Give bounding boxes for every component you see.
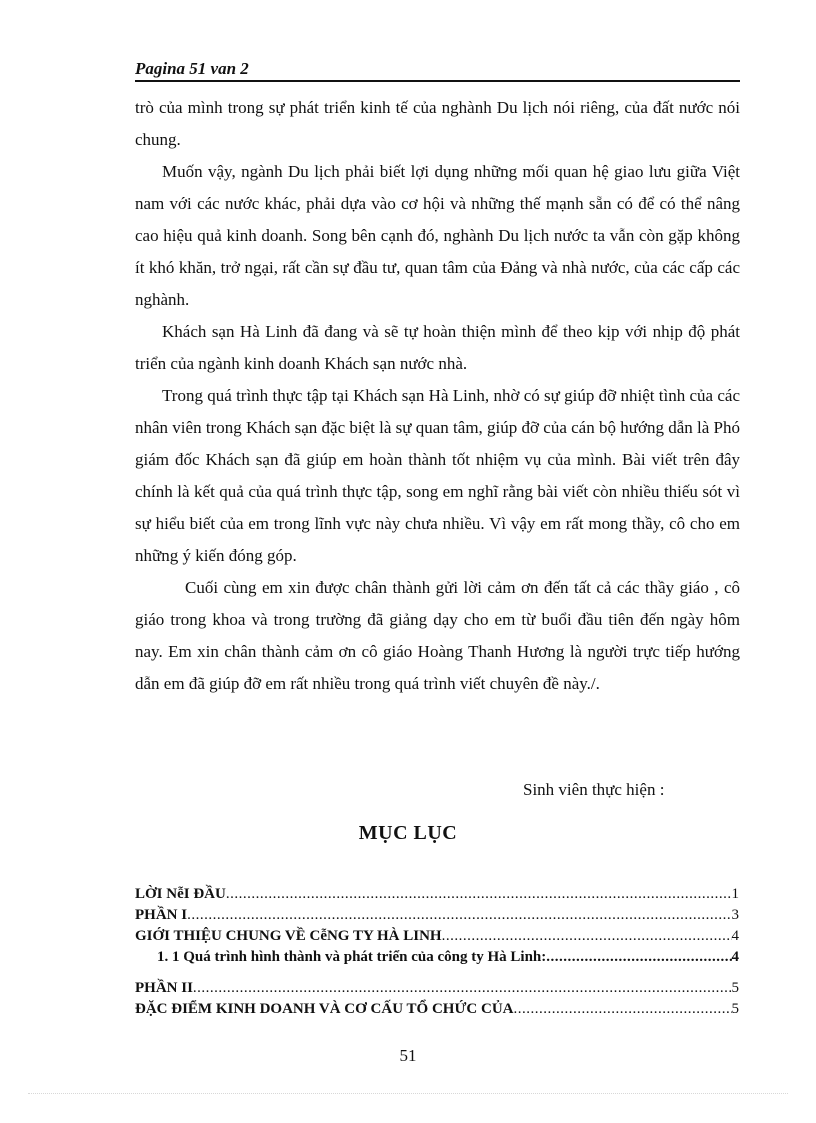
toc-entry-page: 5 [731,980,739,996]
toc-entry-page: 4 [731,928,739,944]
toc-dot-leader [187,905,731,926]
toc-entry-label: ĐẶC ĐIỂM KINH DOANH VÀ CƠ CẤU TỔ CHỨC CỦA [135,1001,514,1017]
toc-entry-label: PHẦN I [135,907,188,923]
paragraph: Khách sạn Hà Linh đã đang và sẽ tự hoàn thiện mình để theo kịp với nhịp độ phát triển của ngành kinh doanh Khách sạn nước nhà. [135,322,740,373]
page-number: 51 [399,1046,417,1065]
page-header [135,58,740,82]
toc-entry-page: 3 [731,907,739,923]
body-text [135,92,740,700]
toc-entry[interactable] [135,978,739,999]
toc-entry[interactable] [135,905,739,926]
toc-entry[interactable] [135,884,739,905]
toc-entry-label: LỜI NễI ĐẦU [135,886,226,902]
toc-entry-label: 1. 1 Quá trình hình thành và phát triển của công ty Hà Linh: [157,949,547,965]
toc-subentry[interactable] [135,947,739,968]
toc-entry-label: GIỚI THIỆU CHUNG VỀ CễNG TY HÀ LINH [135,928,442,944]
toc-entry[interactable] [135,926,739,947]
table-of-contents [135,884,739,1020]
toc-title: MỤC LỤC [358,822,458,844]
toc-entry-page: 1 [731,886,739,902]
toc-dot-leader [442,926,732,947]
paragraph-continuation: trò của mình trong sự phát triển kinh tế của nghành Du lịch nói riêng, của đất nước nói chung. [135,98,740,149]
toc-dot-leader [193,978,732,999]
toc-entry[interactable] [135,999,739,1020]
toc-entry-page: 5 [731,1001,739,1017]
page-bottom-divider [28,1093,788,1094]
paragraph: Muốn vậy, ngành Du lịch phải biết lợi dụng những mối quan hệ giao lưu giữa Việt nam với các nước khác, phải dựa vào cơ hội và những thế mạnh sẵn có để có thể nâng cao hiệu quả kinh doanh. Song bên cạnh đó, nghành Du lịch nước ta vẫn còn gặp không ít khó khăn, trở ngại, rất cần sự đầu tư, quan tâm của Đảng và nhà nước, của các cấp các nghành. [135,162,740,309]
paragraph-acknowledgement: Cuối cùng em xin được chân thành gửi lời cảm ơn đến tất cả các thầy giáo , cô giáo trong khoa và trong trường đã giảng dạy cho em từ buổi đầu tiên đến ngày hôm nay. Em xin chân thành cảm ơn cô giáo Hoàng Thanh Hương là người trực tiếp hướng dẫn em đã giúp đỡ em rất nhiều trong quá trình viết chuyên đề này./. [135,578,740,693]
paragraph: Trong quá trình thực tập tại Khách sạn Hà Linh, nhờ có sự giúp đỡ nhiệt tình của các nhân viên trong Khách sạn đặc biệt là sự quan tâm, giúp đỡ của cán bộ hướng dẫn là Phó giám đốc Khách sạn đã giúp em hoàn thành tốt nhiệm vụ của mình. Bài viết trên đây chính là kết quả của quá trình thực tập, song em nghĩ rằng bài viết còn nhiều thiếu sót vì sự hiểu biết của em trong lĩnh vực này chưa nhiều. Vì vậy em rất mong thầy, cô cho em những ý kiến đóng góp. [135,386,740,565]
toc-dot-leader [513,999,731,1020]
toc-dot-leader [226,884,732,905]
page-header-text: Pagina 51 van 2 [135,59,249,78]
toc-entry-page: 4 [731,949,739,965]
toc-entry-label: PHẦN II [135,980,193,996]
signature-line: Sinh viên thực hiện : [523,780,665,799]
toc-dot-leader [546,947,731,968]
